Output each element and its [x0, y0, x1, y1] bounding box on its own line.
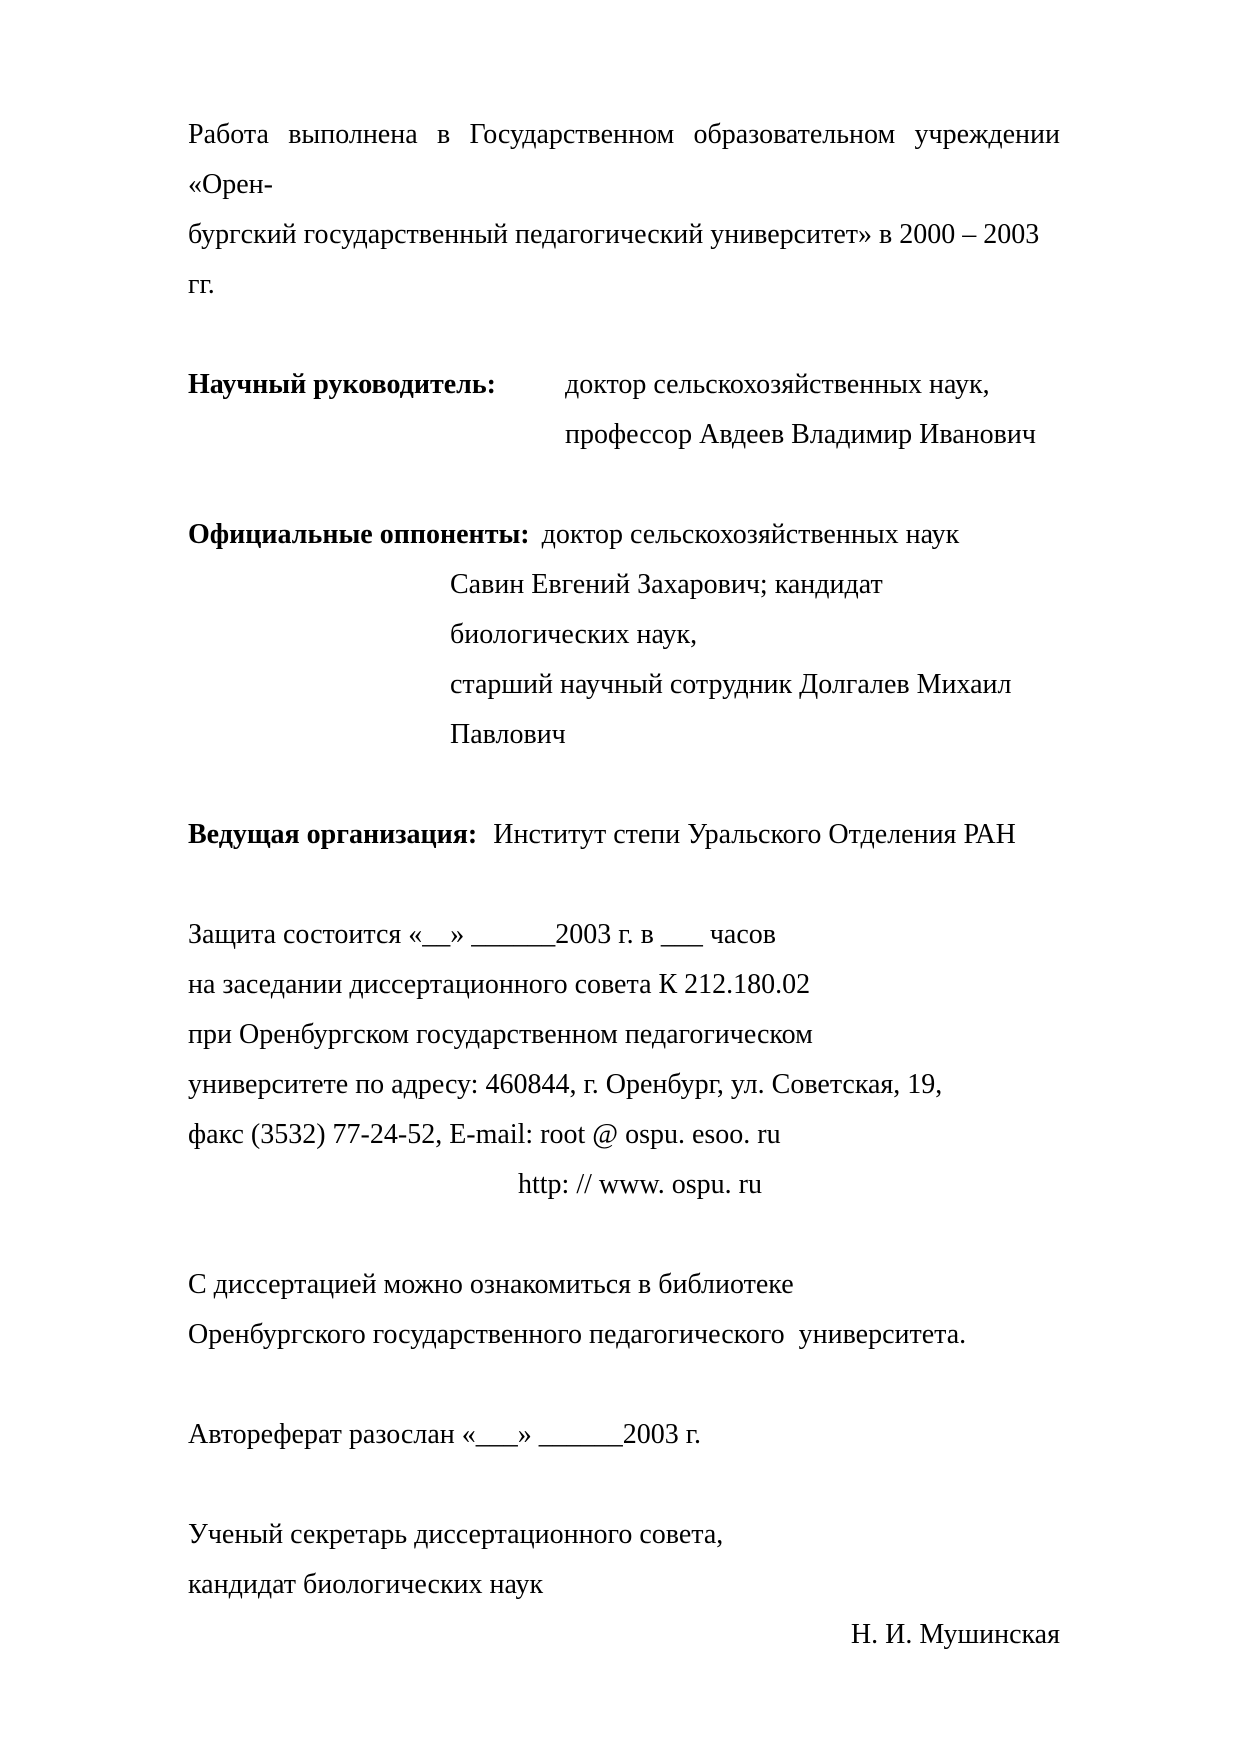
supervisor-degree: доктор сельскохозяйственных наук,: [565, 369, 990, 400]
opponents-degree: доктор сельскохозяйственных наук: [541, 519, 960, 550]
intro-paragraph: [188, 110, 1067, 310]
document-body: [188, 110, 1067, 1660]
defense-council-line: на заседании диссертационного совета К 212.180.02: [188, 969, 811, 1000]
secretary-title-line: Ученый секретарь диссертационного совета,: [188, 1519, 724, 1550]
defense-section: [188, 910, 1060, 1210]
supervisor-value: [565, 360, 1060, 460]
defense-website-line: http: // www. ospu. ru: [518, 1169, 762, 1200]
distribution-section: [188, 1410, 1060, 1460]
intro-line-1: Работа выполнена в Государственном образовательном учреждении «Орен-: [188, 119, 1067, 200]
opponent-1: Савин Евгений Захарович; кандидат биологических наук,: [450, 569, 890, 650]
leading-organization-line: [188, 810, 1060, 860]
leading-organization-value: Институт степи Уральского Отделения РАН: [493, 819, 1016, 850]
intro-line-2: бургский государственный педагогический университет» в 2000 – 2003 гг.: [188, 219, 1047, 300]
opponent-2: старший научный сотрудник Долгалев Михаил Павлович: [450, 669, 1019, 750]
leading-organization-label: Ведущая организация:: [188, 819, 478, 850]
opponents-label: Официальные оппоненты:: [188, 519, 530, 550]
supervisor-name: профессор Авдеев Владимир Иванович: [565, 419, 1036, 450]
leading-organization-section: [188, 810, 1060, 860]
opponents-section: [188, 510, 1060, 760]
secretary-section: [188, 1510, 1060, 1660]
library-section: [188, 1260, 1060, 1360]
library-line-2: Оренбургского государственного педагогического университета.: [188, 1319, 967, 1350]
defense-university-line: при Оренбургском государственном педагогическом: [188, 1019, 813, 1050]
distribution-line: Автореферат разослан «___» ______2003 г.: [188, 1419, 702, 1450]
defense-date-line: Защита состоится «__» ______2003 г. в ___ часов: [188, 919, 776, 950]
opponents-first-line: [188, 510, 1060, 560]
defense-contact-line: факс (3532) 77-24-52, E-mail: root @ ospu. esoo. ru: [188, 1119, 781, 1150]
secretary-signature: Н. И. Мушинская: [850, 1619, 1060, 1650]
secretary-degree-line: кандидат биологических наук: [188, 1569, 544, 1600]
library-line-1: С диссертацией можно ознакомиться в библиотеке: [188, 1269, 794, 1300]
supervisor-section: [188, 360, 1060, 460]
supervisor-label: Научный руководитель:: [188, 369, 496, 400]
defense-address-line: университете по адресу: 460844, г. Оренбург, ул. Советская, 19,: [188, 1069, 943, 1100]
